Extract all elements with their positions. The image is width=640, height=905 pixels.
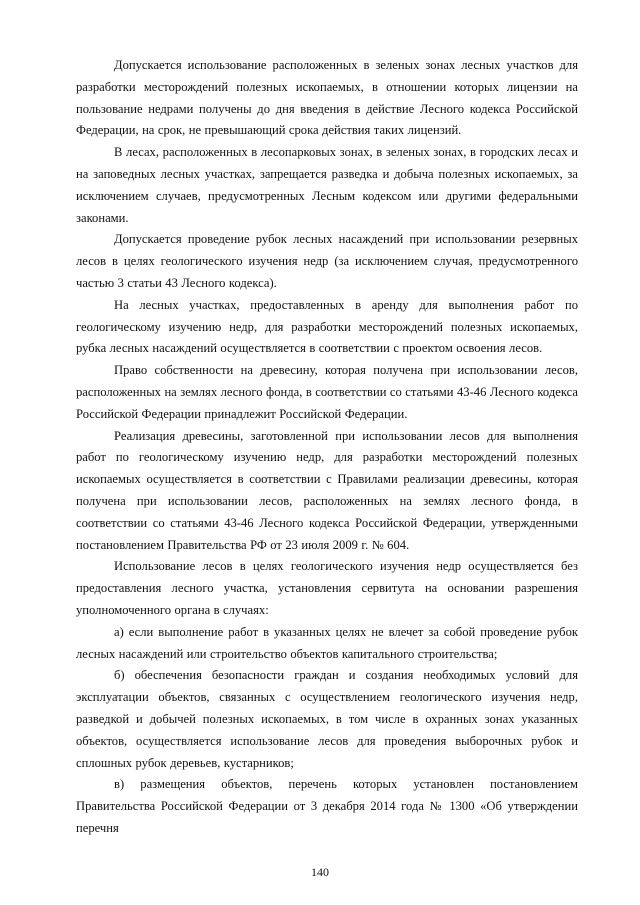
paragraph-case-b: б) обеспечения безопасности граждан и создания необходимых условий для эксплуатации объектов, связанных с осуществлением геологического изучения недр, разведкой и добычей полезных ископаемых, в том числе в охранных зонах указанных объектов, осуществляется использование лесов для проведения выборочных рубок и сплошных рубок деревьев, кустарников; <box>76 668 578 770</box>
paragraph-case-a: а) если выполнение работ в указанных целях не влечет за собой проведение рубок лесных насаждений или строительство объектов капитального строительства; <box>76 624 578 661</box>
paragraph-green-zones-mining: Допускается использование расположенных в зеленых зонах лесных участков для разработки месторождений полезных ископаемых, в отношении которых лицензии на пользование недрами получены до дня введения в действие Лесного кодекса Российской Федерации, на срок, не превышающий срока действия таких лицензий. <box>76 58 578 138</box>
page-number: 140 <box>311 865 329 879</box>
paragraph-case-c: в) размещения объектов, перечень которых установлен постановлением Правительства Российской Федерации от 3 декабря 2014 года № 1300 «Об утверждении перечня <box>76 777 578 835</box>
paragraph-leased-plots-felling: На лесных участках, предоставленных в аренду для выполнения работ по геологическому изучению недр, для разработки месторождений полезных ископаемых, рубка лесных насаждений осуществляется в соответствии с проектом освоения лесов. <box>76 297 578 356</box>
paragraph-forest-park-zones-ban: В лесах, расположенных в лесопарковых зонах, в зеленых зонах, в городских лесах и на заповедных лесных участках, запрещается разведка и добыча полезных ископаемых, за исключением случаев, предусмотренных Лесным кодексом или другими федеральными законами. <box>76 145 578 225</box>
document-body <box>76 55 578 840</box>
paragraph-timber-ownership: Право собственности на древесину, которая получена при использовании лесов, расположенных на землях лесного фонда, в соответствии со статьями 43-46 Лесного кодекса Российской Федерации принадлежит Российской Федерации. <box>76 363 578 421</box>
paragraph-reserve-forests-felling: Допускается проведение рубок лесных насаждений при использовании резервных лесов в целях геологического изучения недр (за исключением случая, предусмотренного частью 3 статьи 43 Лесного кодекса). <box>76 232 578 290</box>
paragraph-timber-sale: Реализация древесины, заготовленной при использовании лесов для выполнения работ по геологическому изучению недр, для разработки месторождений полезных ископаемых осуществляется в соответствии с Правилами реализации древесины, которая получена при использовании лесов, расположенных на землях лесного фонда, в соответствии со статьями 43-46 Лесного кодекса Российской Федерации, утвержденными постановлением Правительства РФ от 23 июля 2009 г. № 604. <box>76 428 578 552</box>
paragraph-use-without-plot: Использование лесов в целях геологического изучения недр осуществляется без предоставления лесного участка, установления сервитута на основании разрешения уполномоченного органа в случаях: <box>76 559 578 617</box>
